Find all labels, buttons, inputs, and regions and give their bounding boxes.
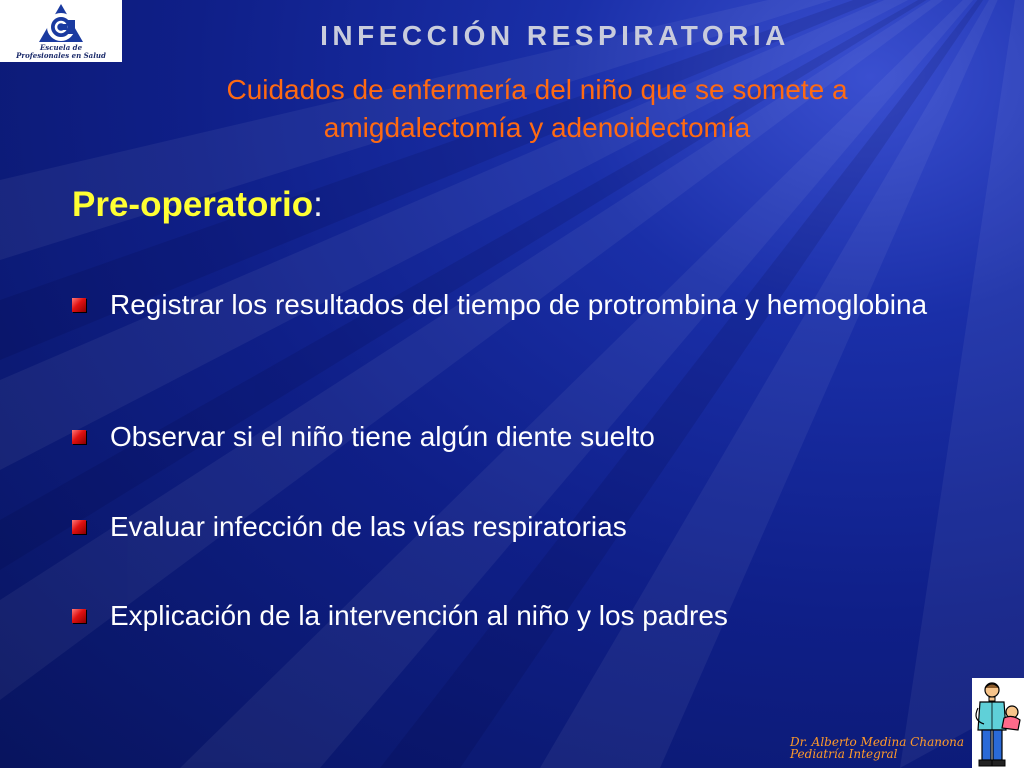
bullet-marker-icon <box>72 298 86 312</box>
doctor-with-child-icon <box>972 678 1024 768</box>
bullet-text: Explicación de la intervención al niño y los padres <box>110 600 728 631</box>
school-logo-icon <box>36 2 86 44</box>
doctor-with-child-clipart <box>972 678 1024 768</box>
bullet-text: Observar si el niño tiene algún diente suelto <box>110 421 655 452</box>
footer-author-block <box>790 736 964 760</box>
subtitle-line-2: amigdalectomía y adenoidectomía <box>323 112 751 143</box>
section-heading <box>72 185 323 225</box>
bullet-item <box>72 596 952 636</box>
logo-line-2: Profesionales en Salud <box>16 51 106 60</box>
bullet-marker-icon <box>72 609 86 623</box>
school-logo <box>0 0 122 62</box>
bullet-text: Registrar los resultados del tiempo de protrombina y hemoglobina <box>110 289 928 320</box>
bullet-item <box>72 285 952 325</box>
section-label: Pre-operatorio <box>72 185 314 224</box>
bullet-item <box>72 417 952 457</box>
section-suffix: : <box>313 185 323 224</box>
subtitle-line-1: Cuidados de enfermería del niño que se somete a <box>226 74 848 105</box>
bullet-text: Evaluar infección de las vías respiratorias <box>110 511 627 542</box>
footer-author: Dr. Alberto Medina Chanona <box>790 735 965 749</box>
footer-course: Pediatría Integral <box>790 747 898 761</box>
logo-line-1: Escuela de <box>39 43 83 52</box>
bullet-marker-icon <box>72 520 86 534</box>
bullet-item <box>72 507 952 547</box>
slide-subtitle <box>120 71 954 147</box>
bullet-marker-icon <box>72 430 86 444</box>
slide-title: INFECCIÓN RESPIRATORIA <box>320 20 790 51</box>
